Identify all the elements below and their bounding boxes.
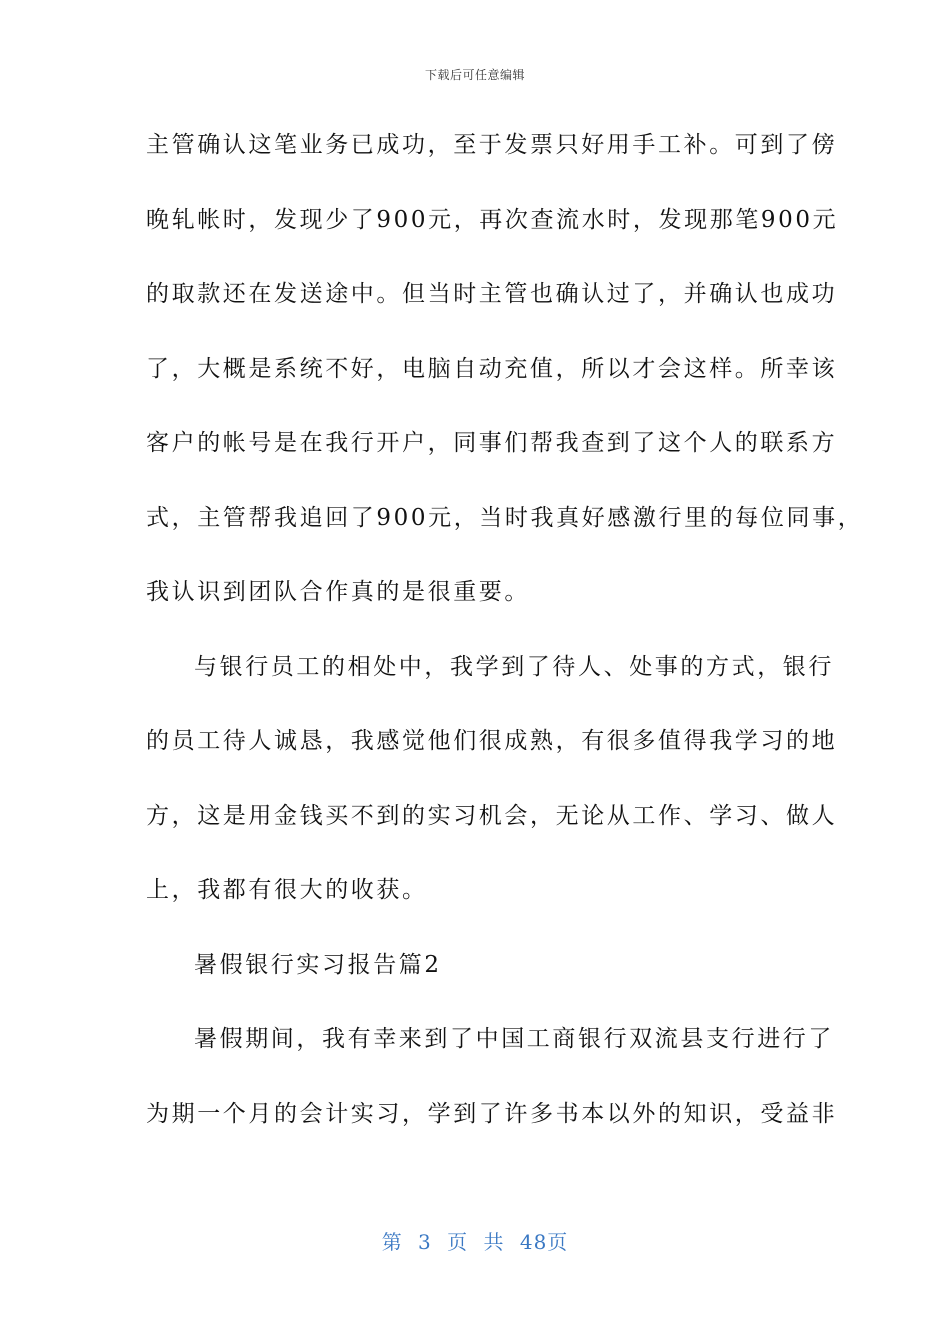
paragraph-start-line: 与银行员工的相处中，我学到了待人、处事的方式，银行 — [194, 653, 834, 680]
text-line: 方，这是用金钱买不到的实习机会，无论从工作、学习、做人 — [146, 802, 838, 829]
text-line: 的取款还在发送途中。但当时主管也确认过了，并确认也成功 — [146, 281, 838, 307]
section-heading: 暑假银行实习报告篇2 — [194, 951, 442, 978]
text-line: 主管确认这笔业务已成功，至于发票只好用手工补。可到了傍 — [146, 132, 838, 158]
text-line: 为期一个月的会计实习，学到了许多书本以外的知识，受益非 — [146, 1100, 838, 1127]
footer-total-pages: 48页 — [519, 1230, 569, 1254]
text-line: 客户的帐号是在我行开户，同事们帮我查到了这个人的联系方 — [146, 430, 838, 456]
text-line: 式，主管帮我追回了900元，当时我真好感激行里的每位同事， — [146, 504, 864, 531]
footer-current-page: 3 — [418, 1230, 432, 1254]
text-line: 的员工待人诚恳，我感觉他们很成熟，有很多值得我学习的地 — [146, 728, 838, 754]
page-header-note: 下载后可任意编辑 — [424, 68, 525, 82]
text-line: 上，我都有很大的收获。 — [146, 877, 428, 903]
footer-label-page-unit: 页 — [447, 1230, 469, 1254]
text-line: 我认识到团队合作真的是很重要。 — [146, 579, 530, 605]
footer-label-total: 共 — [483, 1230, 505, 1254]
paragraph-start-line: 暑假期间，我有幸来到了中国工商银行双流县支行进行了 — [194, 1026, 834, 1052]
text-line: 了，大概是系统不好，电脑自动充值，所以才会这样。所幸该 — [146, 355, 838, 382]
footer-label-page: 第 — [381, 1230, 403, 1254]
document-body — [146, 125, 864, 1168]
page-footer — [0, 1226, 950, 1255]
text-line: 晚轧帐时，发现少了900元，再次查流水时，发现那笔900元 — [146, 206, 839, 233]
